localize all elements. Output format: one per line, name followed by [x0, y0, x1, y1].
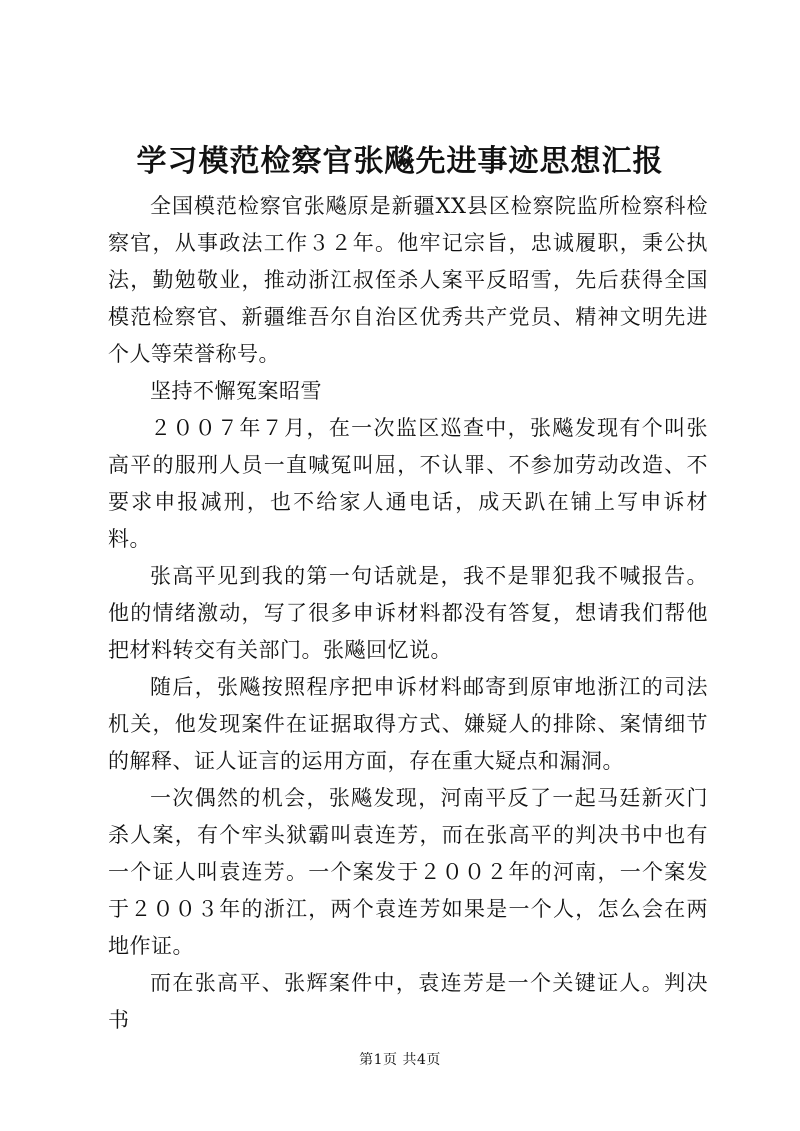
paragraph-key-witness: 而在张高平、张辉案件中，袁连芳是一个关键证人。判决书: [108, 971, 708, 1032]
paragraph-intro: 全国模范检察官张飚原是新疆XX县区检察院监所检察科检察官，从事政法工作３２年。他牢记宗旨，忠诚履职，秉公执法，勤勉敬业，推动浙江叔侄杀人案平反昭雪，先后获得全国模范检察官、新疆维吾尔自治区优秀共产党员、精神文明先进个人等荣誉称号。: [108, 194, 708, 366]
section-heading: 坚持不懈冤案昭雪: [150, 379, 322, 403]
paragraph-forwarding: 随后，张飚按照程序把申诉材料邮寄到原审地浙江的司法机关，他发现案件在证据取得方式、嫌疑人的排除、案情细节的解释、证人证言的运用方面，存在重大疑点和漏洞。: [108, 675, 708, 773]
paragraph-discovery: ２００７年７月，在一次监区巡查中，张飚发现有个叫张高平的服刑人员一直喊冤叫屈，不认罪、不参加劳动改造、不要求申报减刑，也不给家人通电话，成天趴在铺上写申诉材料。: [108, 416, 708, 551]
paragraph-first-words: 张高平见到我的第一句话就是，我不是罪犯我不喊报告。他的情绪激动，写了很多申诉材料都没有答复，想请我们帮他把材料转交有关部门。张飚回忆说。: [108, 564, 708, 662]
document-title: 学习模范检察官张飚先进事迹思想汇报: [136, 144, 664, 179]
paragraph-coincidence: 一次偶然的机会，张飚发现，河南平反了一起马廷新灭门杀人案，有个牢头狱霸叫袁连芳，而在张高平的判决书中也有一个证人叫袁连芳。一个案发于２００２年的河南，一个案发于２００３年的浙江，两个袁连芳如果是一个人，怎么会在两地作证。: [108, 786, 708, 958]
page-footer: 第1页 共4页: [359, 1052, 441, 1068]
document-body: [108, 188, 708, 1039]
